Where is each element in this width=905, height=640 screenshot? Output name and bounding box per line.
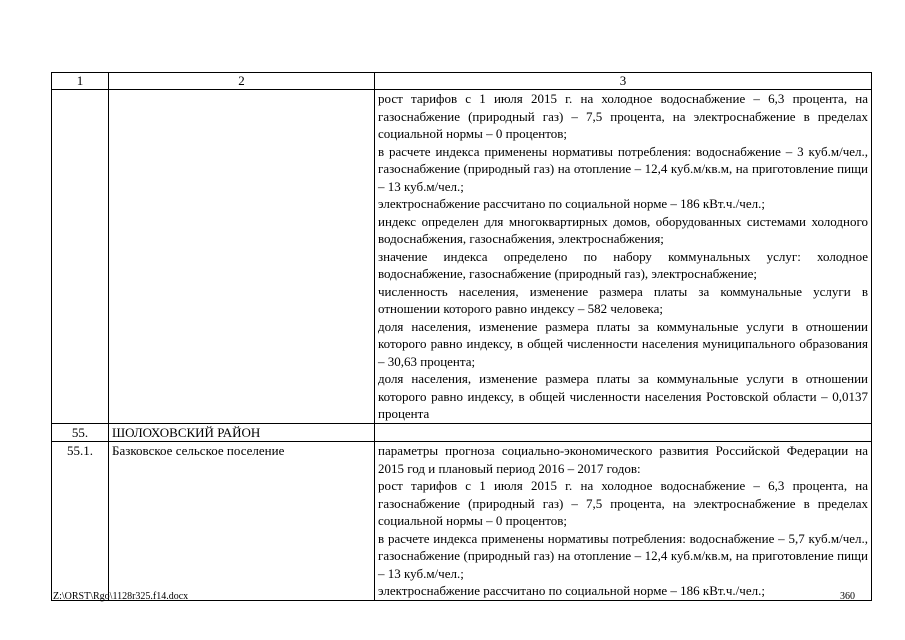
section-name: ШОЛОХОВСКИЙ РАЙОН	[109, 423, 375, 442]
entry-text-cell	[375, 442, 872, 601]
table-header-row	[52, 73, 872, 90]
paragraph: рост тарифов с 1 июля 2015 г. на холодное водоснабжение – 6,3 процента, на газоснабжение (природный газ) – 7,5 процента, на электроснабжение в пределах социальной нормы – 0 процентов;	[378, 478, 868, 528]
paragraph: параметры прогноза социально-экономического развития Российской Федерации на 2015 год и плановый период 2016 – 2017 годов:	[378, 443, 868, 476]
paragraph: индекс определен для многоквартирных домов, оборудованных системами холодного водоснабжения, газоснабжения, электроснабжения;	[378, 213, 868, 246]
paragraph: численность населения, изменение размера платы за коммунальные услуги в отношении которого равно индексу – 582 человека;	[378, 283, 868, 316]
header-col-3: 3	[375, 73, 872, 90]
entry-name: Базковское сельское поселение	[109, 442, 375, 601]
paragraph: значение индекса определено по набору коммунальных услуг: холодное водоснабжение, газоснабжение (природный газ), электроснабжение;	[378, 248, 868, 281]
header-col-2: 2	[109, 73, 375, 90]
footer-file-path: Z:\ORST\Rgo\1128r325.f14.docx	[53, 591, 189, 602]
continuation-num-cell	[52, 90, 109, 424]
footer-page-number: 360	[840, 591, 855, 602]
paragraph: электроснабжение рассчитано по социальной норме – 186 кВт.ч./чел.;	[378, 196, 765, 211]
paragraph: рост тарифов с 1 июля 2015 г. на холодное водоснабжение – 6,3 процента, на газоснабжение (природный газ) – 7,5 процента, на электроснабжение в пределах социальной нормы – 0 процентов;	[378, 91, 868, 141]
section-row	[52, 423, 872, 442]
entry-number: 55.1.	[52, 442, 109, 601]
paragraph: электроснабжение рассчитано по социальной норме – 186 кВт.ч./чел.;	[378, 583, 765, 598]
paragraph: в расчете индекса применены нормативы потребления: водоснабжение – 3 куб.м/чел., газоснабжение (природный газ) на отопление – 12,4 куб.м/кв.м, на приготовление пищи – 13 куб.м/чел.;	[378, 143, 868, 194]
paragraph: доля населения, изменение размера платы за коммунальные услуги в отношении которого равно индексу, в общей численности населения Ростовской области – 0,0137 процента	[378, 371, 868, 421]
document-table	[51, 72, 872, 601]
paragraph: в расчете индекса применены нормативы потребления: водоснабжение – 5,7 куб.м/чел., газоснабжение (природный газ) на отопление – 12,4 куб.м/кв.м, на приготовление пищи – 13 куб.м/чел.;	[378, 530, 868, 581]
continuation-row	[52, 90, 872, 424]
entry-row	[52, 442, 872, 601]
continuation-name-cell	[109, 90, 375, 424]
paragraph: доля населения, изменение размера платы за коммунальные услуги в отношении которого равно индексу, в общей численности населения муниципального образования – 30,63 процента;	[378, 318, 868, 369]
section-number: 55.	[52, 423, 109, 442]
continuation-text-cell	[375, 90, 872, 424]
section-text-cell	[375, 423, 872, 442]
header-col-1: 1	[52, 73, 109, 90]
